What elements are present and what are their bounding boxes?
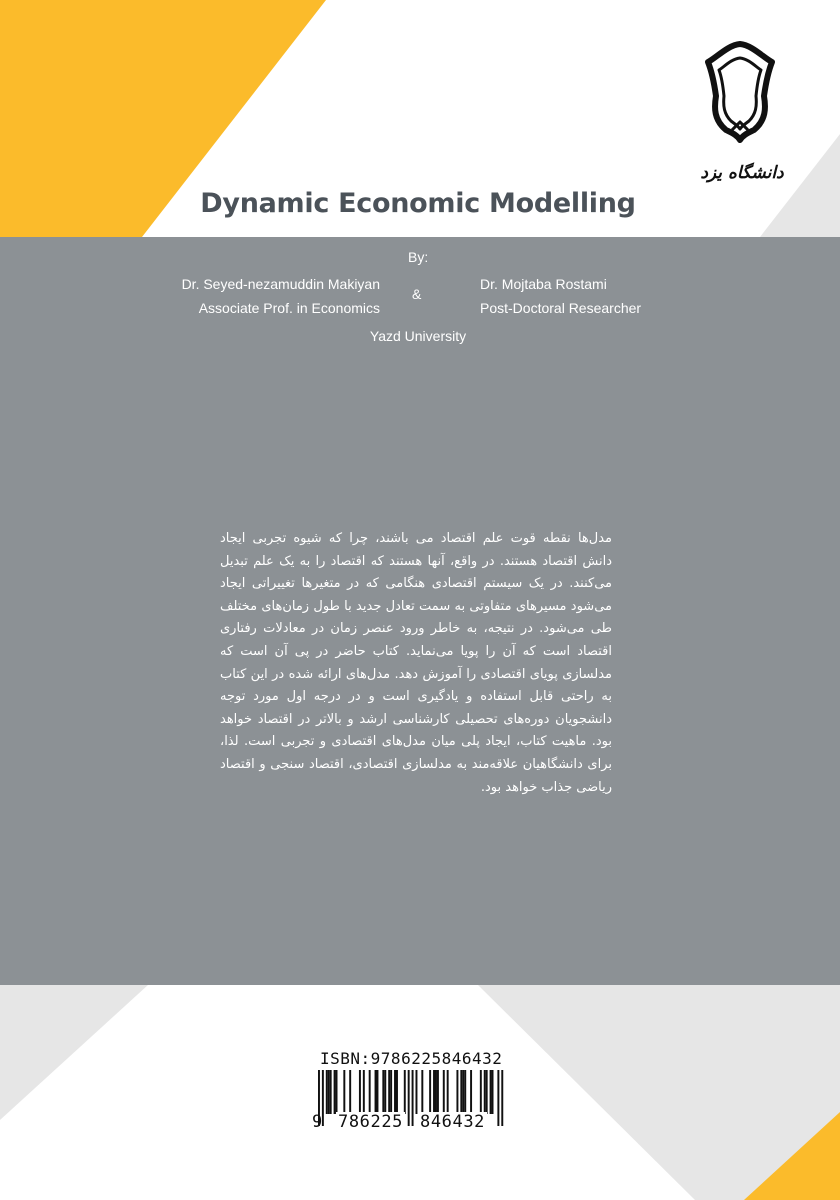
barcode-bar <box>492 1070 494 1114</box>
barcode-bar <box>470 1070 472 1114</box>
barcode-bar <box>343 1070 345 1114</box>
barcode-bar <box>394 1070 396 1114</box>
author-left-role: Associate Prof. in Economics <box>198 300 380 316</box>
book-title: Dynamic Economic Modelling <box>200 188 636 219</box>
by-label: By: <box>408 249 429 265</box>
barcode-digit-first: 9 <box>312 1112 323 1132</box>
barcode-digit-group-2: 846432 <box>420 1112 486 1132</box>
yazd-university-logo <box>694 38 790 188</box>
barcode-bar <box>421 1070 423 1114</box>
author-left <box>120 272 380 320</box>
barcode-bar <box>416 1070 418 1114</box>
barcode-bar <box>328 1070 330 1114</box>
barcode-bar <box>429 1070 431 1114</box>
barcode-bar <box>437 1070 439 1114</box>
dome-icon <box>708 44 772 140</box>
barcode-bar <box>349 1070 351 1114</box>
barcode-bar <box>447 1070 449 1114</box>
barcode-bar <box>490 1070 492 1114</box>
barcode-bar <box>334 1070 336 1114</box>
barcode-bar <box>326 1070 328 1114</box>
author-left-name: Dr. Seyed-nezamuddin Makiyan <box>181 276 380 292</box>
barcode-digits <box>312 1112 512 1200</box>
logo-wordmark: دانشگاه یزد <box>700 163 784 183</box>
author-right-name: Dr. Mojtaba Rostami <box>480 276 607 292</box>
barcode-bar <box>433 1070 435 1114</box>
barcode-bar <box>390 1070 392 1114</box>
barcode-bar <box>336 1070 338 1114</box>
barcode-bar <box>382 1070 384 1114</box>
barcode-bar <box>460 1070 462 1114</box>
barcode-bar <box>384 1070 386 1114</box>
barcode-bar <box>377 1070 379 1114</box>
ampersand: & <box>412 286 422 302</box>
barcode-bar <box>396 1070 398 1114</box>
barcode-bar <box>363 1070 365 1114</box>
barcode-bar <box>330 1070 332 1114</box>
barcode-bar <box>462 1070 464 1114</box>
author-right-role: Post-Doctoral Researcher <box>480 300 642 316</box>
barcode-bar <box>456 1070 458 1114</box>
barcode-bar <box>443 1070 445 1114</box>
barcode-bar <box>388 1070 390 1114</box>
isbn-label: ISBN:9786225846432 <box>320 1049 503 1068</box>
author-right <box>480 272 700 320</box>
barcode-bar <box>480 1070 482 1114</box>
barcode-bar <box>369 1070 371 1114</box>
barcode-bar <box>404 1070 406 1114</box>
barcode-bar <box>359 1070 361 1114</box>
barcode-bar <box>486 1070 488 1114</box>
barcode-bar <box>464 1070 466 1114</box>
barcode-bar <box>435 1070 437 1114</box>
book-description: مدل‌ها نقطه قوت علم اقتصاد می باشند، چرا که شیوه تجربی ایجاد دانش اقتصاد هستند. در واقع، آنها هستند که اقتصاد را به یک علم تبدیل می‌کنند. در یک سیستم اقتصادی هنگامی که در متغیرها تغییراتی ایجاد می‌شود مسیرهای متفاوتی به سمت تعادل جدید با طول زمان‌های مختلف طی می‌شود. در نتیجه، به خاطر ورود عنصر زمان در معادلات رفتاری اقتصاد است که آن را پویا می‌نماید. کتاب حاضر در پی آن است که مدلسازی پویای اقتصادی را آموزش دهد. مدل‌های ارائه شده در این کتاب به راحتی قابل استفاده و یادگیری است و در درجه اول مورد توجه دانشجویان دوره‌های تحصیلی کارشناسی ارشد و بالاتر در اقتصاد خواهد بود. ماهیت کتاب، ایجاد پلی میان مدل‌های اقتصادی و تجربی است. لذا، برای دانشگاهیان علاقه‌مند به مدلسازی اقتصادی، اقتصاد سنجی و اقتصاد ریاضی جذاب خواهد بود. <box>220 531 612 795</box>
barcode-bar <box>375 1070 377 1114</box>
barcode-digit-group-1: 786225 <box>338 1112 404 1132</box>
barcode-bar <box>484 1070 486 1114</box>
affiliation: Yazd University <box>369 328 467 344</box>
